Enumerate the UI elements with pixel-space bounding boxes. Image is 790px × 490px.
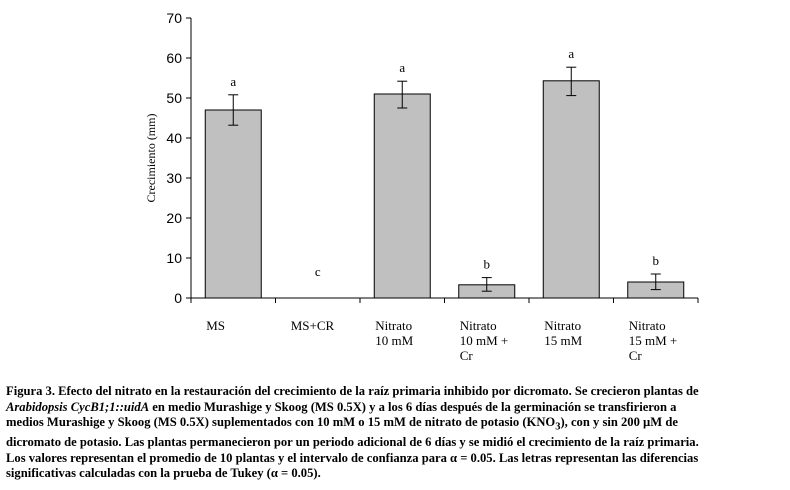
caption-line-5: Los valores representan el promedio de 10 plantas y el intervalo de confianza para α = 0.05. Las letras representan las diferencias bbox=[6, 450, 699, 465]
category-label-line: MS+CR bbox=[290, 318, 335, 333]
category-label-line: Nitrato bbox=[544, 318, 582, 333]
figure-caption bbox=[6, 384, 786, 482]
category-label-line: Nitrato bbox=[628, 318, 666, 333]
bar bbox=[543, 81, 599, 298]
y-axis-title: Crecimiento (mm) bbox=[144, 113, 158, 203]
bar bbox=[374, 94, 430, 298]
category-label bbox=[629, 318, 678, 363]
caption-line-4: dicromato de potasio. Las plantas permanecieron por un periodo adicional de 6 días y se midió el crecimiento de la raíz primaria. bbox=[6, 435, 699, 450]
y-tick-label: 30 bbox=[166, 170, 182, 186]
y-tick-label: 20 bbox=[166, 210, 182, 226]
category-label-line: Nitrato bbox=[375, 318, 413, 333]
category-label bbox=[291, 318, 335, 333]
significance-letter: a bbox=[230, 73, 237, 89]
caption-line-3b: ), con y sin 200 µM de bbox=[560, 415, 678, 430]
category-label bbox=[544, 318, 582, 348]
category-label-line: 15 mM + bbox=[628, 333, 678, 348]
bar bbox=[205, 110, 261, 298]
caption-line-1: Figura 3. Efecto del nitrato en la restauración del crecimiento de la raíz primaria inhibido por dicromato. Se crecieron plantas de bbox=[6, 384, 699, 398]
caption-subscript: 3 bbox=[555, 421, 561, 433]
category-label-line: Cr bbox=[459, 348, 473, 363]
y-tick-label: 40 bbox=[166, 130, 182, 146]
category-labels bbox=[206, 318, 677, 363]
category-label bbox=[375, 318, 413, 348]
category-label bbox=[460, 318, 509, 363]
significance-letter: b bbox=[483, 256, 490, 272]
caption-line-3a: medios Murashige y Skoog (MS 0.5X) suplementados con 10 mM o 15 mM de nitrato de potasio (KNO bbox=[6, 415, 556, 430]
category-label-line: 10 mM bbox=[375, 333, 414, 348]
caption-line-2: en medio Murashige y Skoog (MS 0.5X) y a los 6 días después de la germinación se transfirieron a bbox=[149, 399, 677, 414]
category-label-line: Cr bbox=[628, 348, 642, 363]
y-tick-label: 60 bbox=[166, 50, 182, 66]
y-tick-label: 10 bbox=[166, 250, 182, 266]
category-label-line: 15 mM bbox=[544, 333, 583, 348]
category-label-line: Nitrato bbox=[459, 318, 497, 333]
bars bbox=[205, 81, 684, 298]
y-tick-label: 50 bbox=[166, 90, 182, 106]
caption-species: Arabidopsis CycB1;1::uidA bbox=[6, 399, 150, 414]
significance-letter: a bbox=[568, 46, 575, 62]
category-label bbox=[206, 318, 225, 333]
category-label-line: 10 mM + bbox=[459, 333, 509, 348]
significance-letter: c bbox=[314, 264, 321, 279]
significance-letter: a bbox=[399, 60, 406, 76]
significance-letter: b bbox=[652, 253, 659, 268]
category-label-line: MS bbox=[206, 318, 226, 333]
y-tick-label: 70 bbox=[166, 10, 182, 26]
caption-line-6: significativas calculadas con la prueba de Tukey (α = 0.05). bbox=[6, 466, 321, 481]
y-tick-label: 0 bbox=[174, 290, 182, 306]
